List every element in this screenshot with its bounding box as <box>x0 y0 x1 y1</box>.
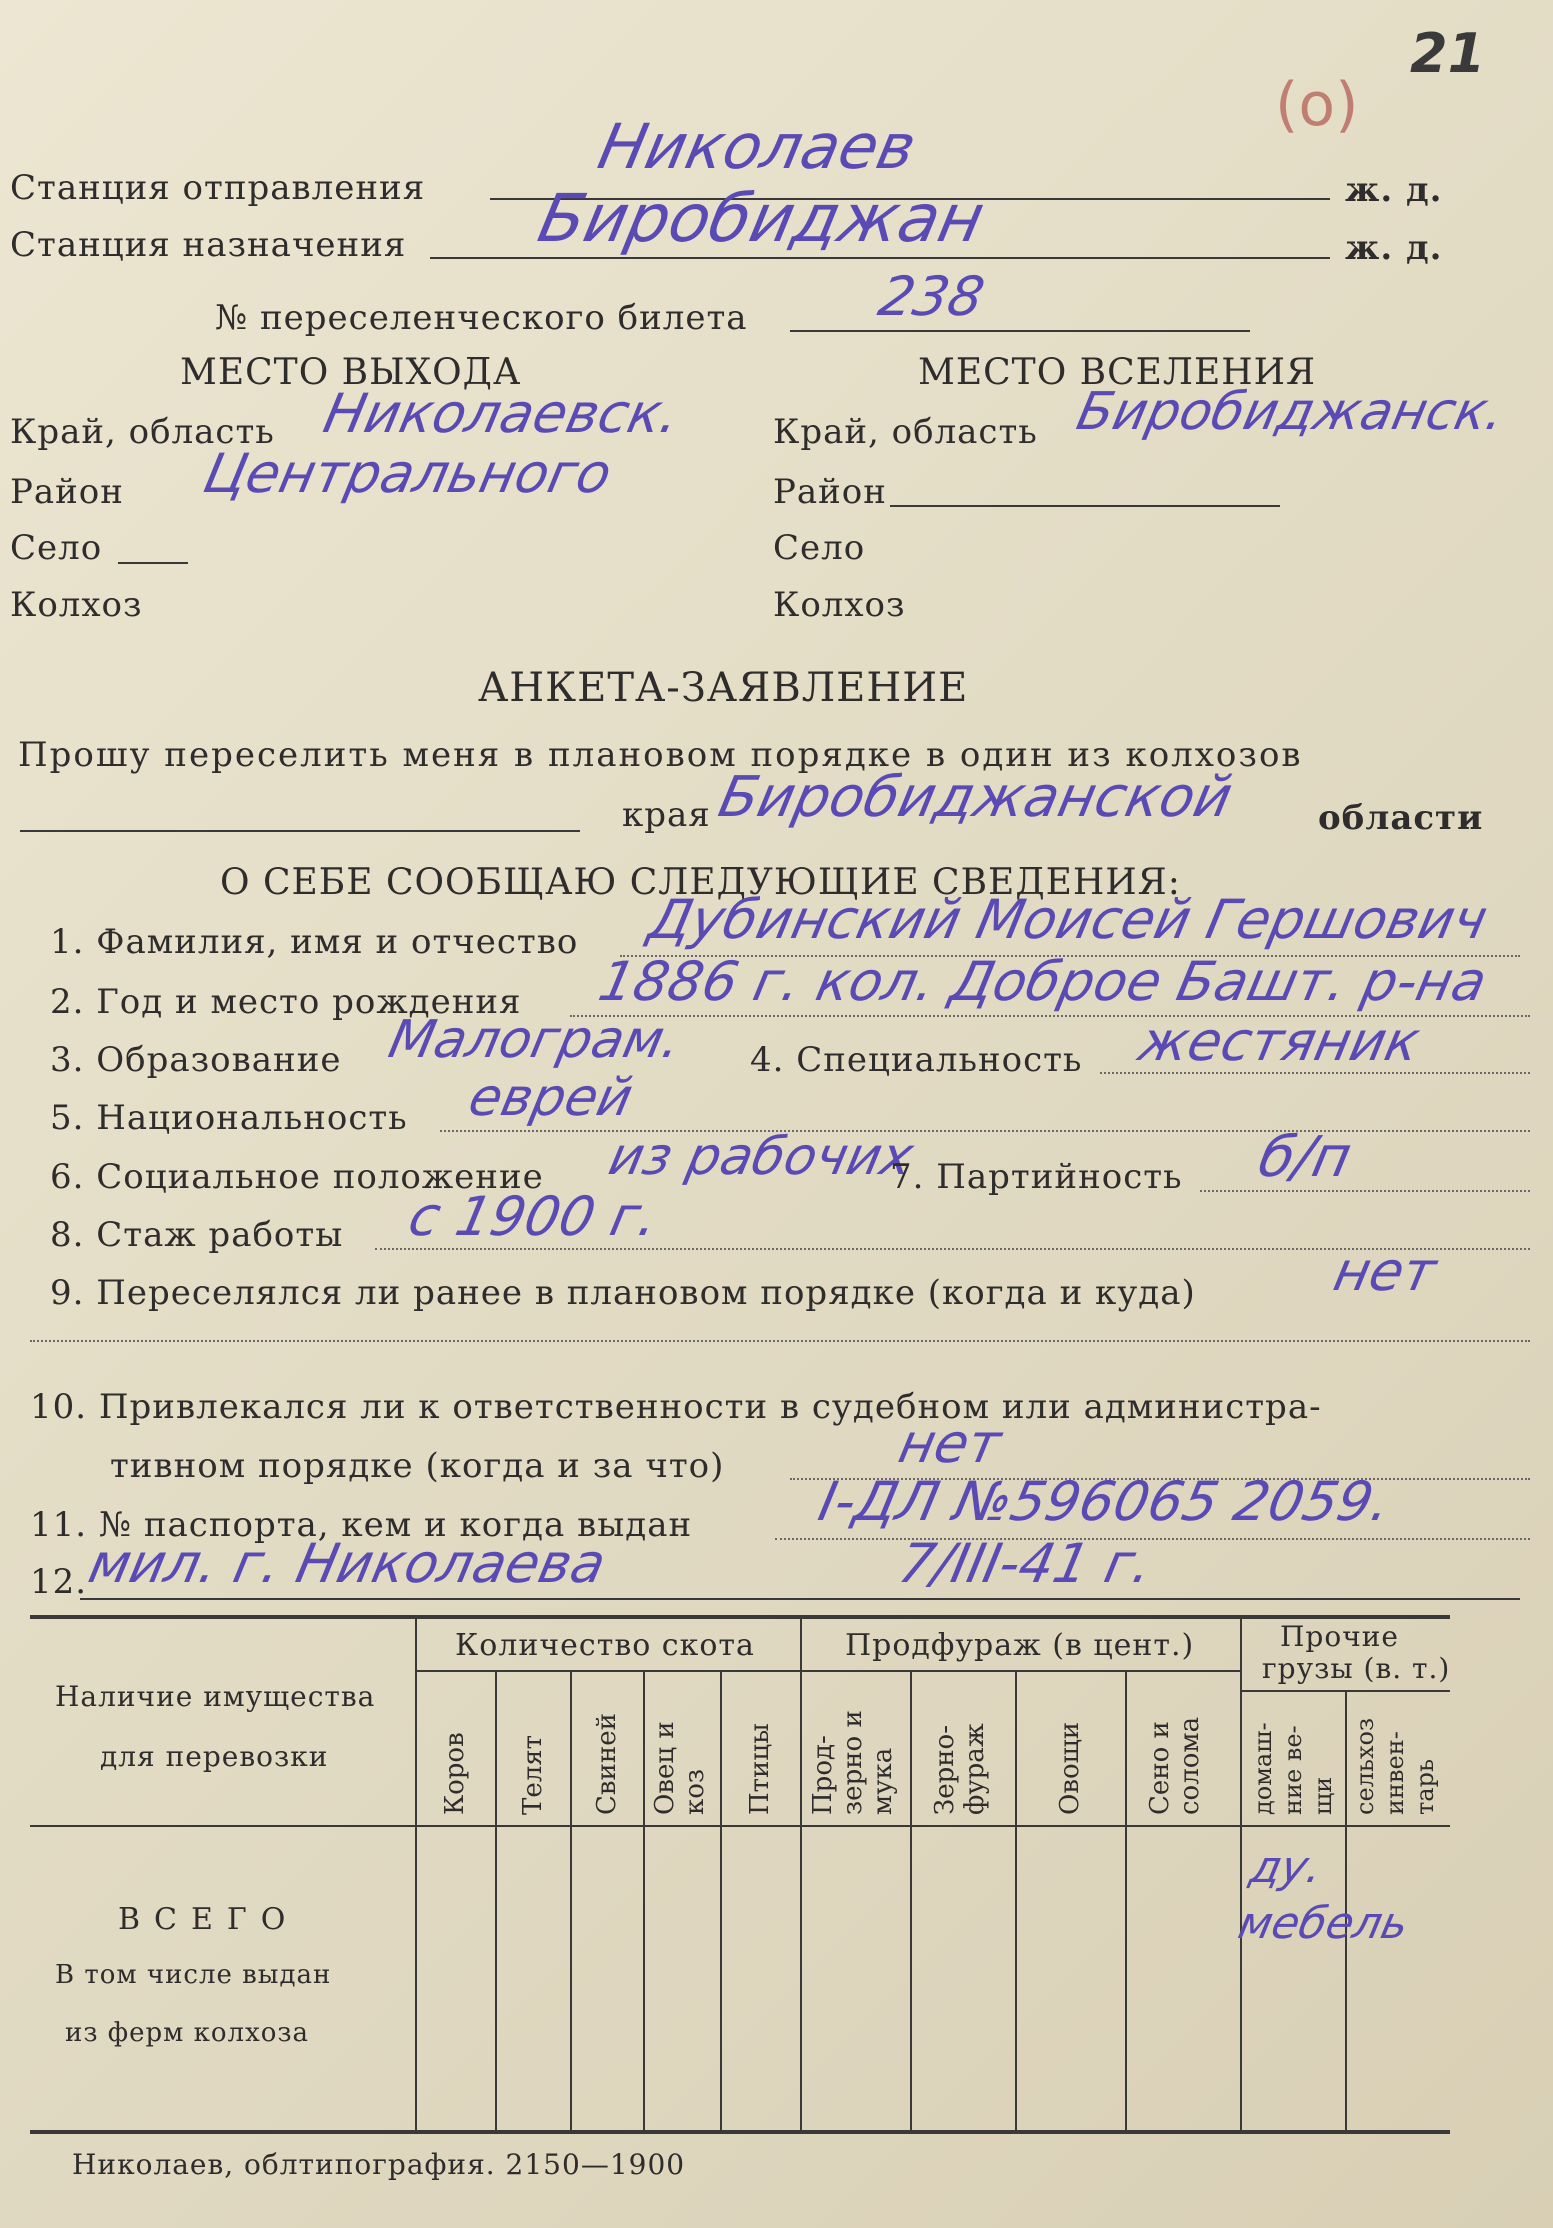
page-number: 21 <box>1410 22 1486 85</box>
origin-district-value: Центрального <box>198 442 618 505</box>
form-title: АНКЕТА-ЗАЯВЛЕНИЕ <box>478 665 969 711</box>
request-oblast-label: области <box>1318 798 1484 838</box>
row-header-line-1: Наличие имущества <box>55 1680 376 1713</box>
settlement-kolkhoz-label: Колхоз <box>773 585 906 625</box>
field-5-value: еврей <box>463 1068 638 1128</box>
field-10-label-1: 10. Привлекался ли к ответственности в судебном или администра- <box>30 1387 1322 1427</box>
field-10-value: нет <box>893 1412 1007 1475</box>
origin-region-label: Край, область <box>10 412 275 452</box>
destination-label: Станция назначения <box>10 225 407 265</box>
col-pigs: Свиней <box>592 1713 622 1815</box>
field-5-label: 5. Национальность <box>50 1098 408 1138</box>
settlement-region-label: Край, область <box>773 412 1038 452</box>
request-kray-label: края <box>622 795 711 835</box>
col-sheep-goats: Овец и коз <box>650 1721 710 1815</box>
origin-region-value: Николаевск. <box>318 382 686 445</box>
col-calves: Телят <box>518 1734 548 1815</box>
group-other-line-2: грузы (в. т.) <box>1262 1652 1451 1685</box>
col-hay-straw: Сено и солома <box>1145 1716 1205 1815</box>
destination-rail-suffix: ж. д. <box>1345 228 1443 268</box>
origin-district-label: Район <box>10 472 124 512</box>
departure-value: Николаев <box>592 110 923 183</box>
field-4-label: 4. Специальность <box>750 1040 1083 1080</box>
subtotal-line-1: В том числе выдан <box>55 1960 332 1990</box>
col-household-items: домаш- ние ве- щи <box>1249 1722 1337 1815</box>
destination-value: Биробиджан <box>531 180 991 257</box>
field-3-label: 3. Образование <box>50 1040 342 1080</box>
settlement-village-label: Село <box>773 528 866 568</box>
settlement-region-value: Биробиджанск. <box>1071 382 1510 442</box>
col-cows: Коров <box>440 1732 470 1815</box>
field-6-label: 6. Социальное положение <box>50 1157 544 1197</box>
about-heading: О СЕБЕ СООБЩАЮ СЛЕДУЮЩИЕ СВЕДЕНИЯ: <box>220 862 1181 903</box>
field-2-label: 2. Год и место рождения <box>50 982 522 1022</box>
ticket-value: 238 <box>873 265 990 328</box>
settlement-title: МЕСТО ВСЕЛЕНИЯ <box>918 352 1317 393</box>
field-3-value: Малограм. <box>383 1010 687 1070</box>
red-stamp-mark: (о) <box>1275 70 1359 140</box>
printer-footer: Николаев, облтипография. 2150—1900 <box>72 2148 686 2181</box>
col-vegetables: Овощи <box>1055 1721 1085 1815</box>
total-label: ВСЕГО <box>118 1902 300 1937</box>
field-10-label-2: тивном порядке (когда и за что) <box>110 1446 725 1486</box>
field-12-number: 12. <box>30 1562 88 1602</box>
subtotal-line-2: из ферм колхоза <box>65 2018 310 2048</box>
field-12-date: 7/III-41 г. <box>893 1532 1158 1595</box>
field-2-value: 1886 г. кол. Доброе Башт. р-на <box>593 950 1493 1013</box>
departure-rail-suffix: ж. д. <box>1345 170 1443 210</box>
field-8-label: 8. Стаж работы <box>50 1215 344 1255</box>
origin-title: МЕСТО ВЫХОДА <box>180 352 522 393</box>
row-header-line-2: для перевозки <box>100 1740 329 1773</box>
field-11-value: I-ДЛ №596065 2059. <box>813 1470 1397 1533</box>
field-8-value: с 1900 г. <box>403 1185 664 1248</box>
group-fodder: Продфураж (в цент.) <box>845 1628 1195 1663</box>
ticket-label: № переселенческого билета <box>215 298 748 338</box>
field-1-value: Дубинский Моисей Гершович <box>643 888 1493 951</box>
request-region-value: Биробиджанской <box>713 765 1238 830</box>
col-grain-fodder: Зерно- фураж <box>930 1723 990 1815</box>
col-grain-flour: Прод- зерно и мука <box>808 1710 898 1815</box>
col-poultry: Птицы <box>745 1723 775 1815</box>
request-line-1: Прошу переселить меня в плановом порядке в один из колхозов <box>18 735 1303 775</box>
household-items-value: ду. мебель <box>1233 1842 1414 1949</box>
field-12-value: мил. г. Николаева <box>83 1532 612 1595</box>
field-11-label: 11. № паспорта, кем и когда выдан <box>30 1505 693 1545</box>
field-1-label: 1. Фамилия, имя и отчество <box>50 922 579 962</box>
field-6-value: из рабочих <box>603 1127 919 1187</box>
group-livestock: Количество скота <box>455 1628 755 1663</box>
field-7-label: 7. Партийность <box>890 1157 1183 1197</box>
group-other-line-1: Прочие <box>1280 1620 1399 1653</box>
settlement-district-label: Район <box>773 472 887 512</box>
field-9-label: 9. Переселялся ли ранее в плановом порядке (когда и куда) <box>50 1273 1196 1313</box>
origin-village-label: Село <box>10 528 103 568</box>
field-7-value: б/п <box>1253 1125 1357 1190</box>
col-farm-equipment: сельхоз инвен- тарь <box>1351 1717 1439 1815</box>
departure-label: Станция отправления <box>10 168 426 208</box>
origin-kolkhoz-label: Колхоз <box>10 585 143 625</box>
field-4-value: жестяник <box>1133 1010 1426 1073</box>
field-9-value: нет <box>1328 1240 1442 1303</box>
